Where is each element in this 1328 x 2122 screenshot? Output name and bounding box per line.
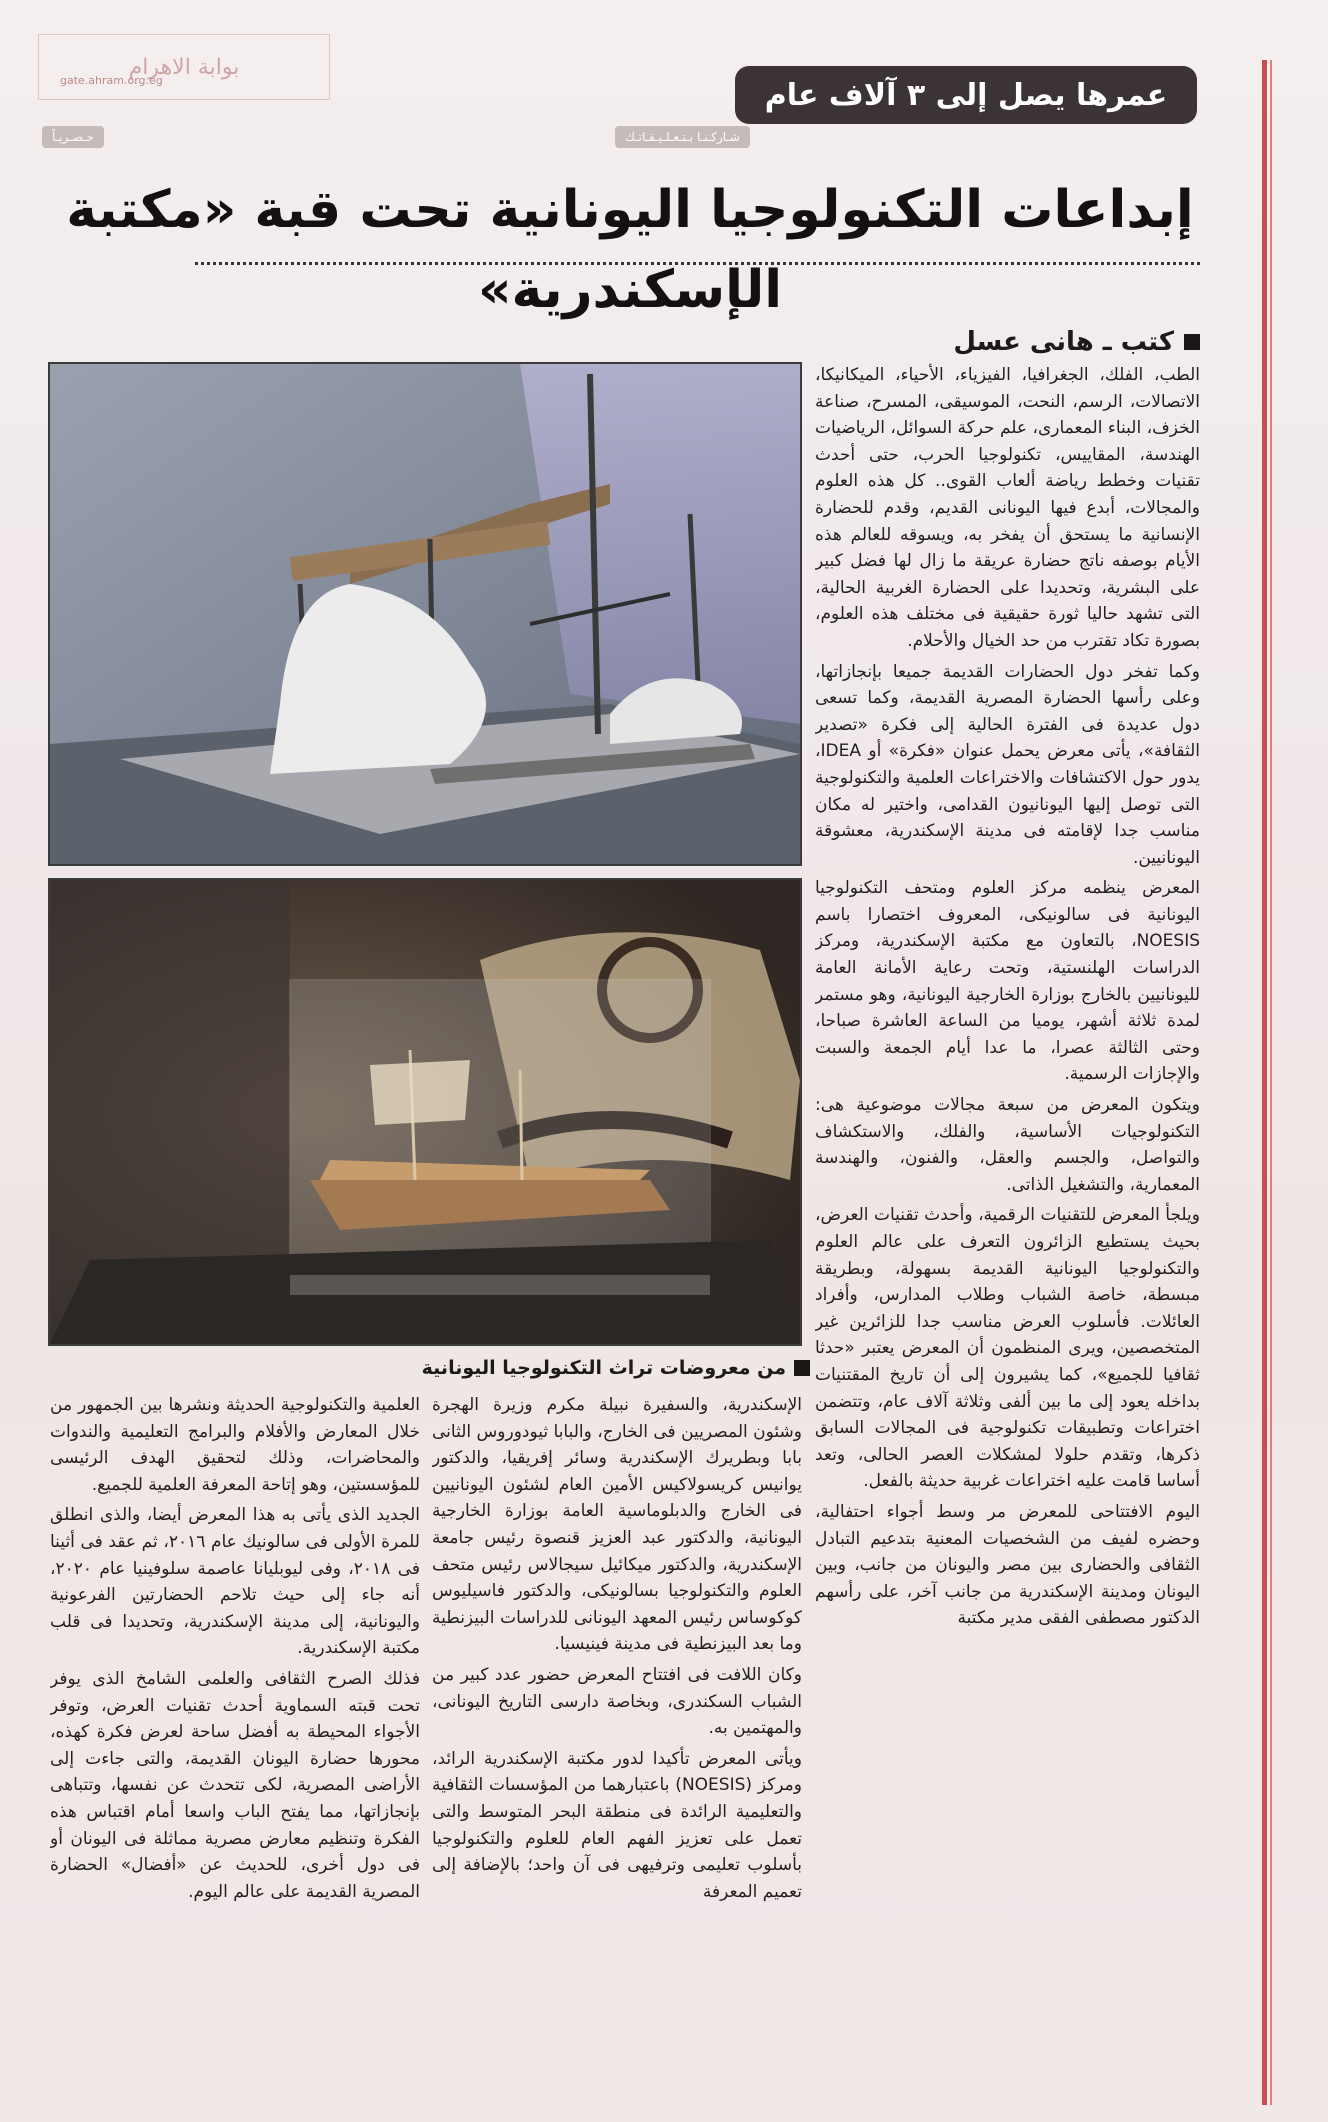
- article-column-right: [815, 362, 1200, 2102]
- page-edge-red-rule-thin: [1270, 60, 1272, 2105]
- paragraph: الجديد الذى يأتى به هذا المعرض أيضا، والذى انطلق للمرة الأولى فى سالونيك عام ٢٠١٦، ثم عقد فى أثينا فى ٢٠١٨، وفى ليوبليانا عاصمة سلوفينيا عام ٢٠٢٠، أنه جاء إلى حيث تلاحم الحضارتين الفرعونية واليونانية، إلى مدينة الإسكندرية، وتحديدا فى قلب مكتبة الإسكندرية.: [50, 1505, 420, 1659]
- paragraph: اليوم الافتتاحى للمعرض مر وسط أجواء احتفالية، وحضره لفيف من الشخصيات المعنية بتدعيم التبادل الثقافى والحضارى بين مصر واليونان من جانب، وبين اليونان ومدينة الإسكندرية من جانب آخر، على رأسهم الدكتور مصطفى الفقى مدير مكتبة: [815, 1501, 1200, 1629]
- exhibit-photo-bottom-image: [50, 880, 800, 1344]
- masthead-logo-text: بوابة الاهرام: [128, 54, 240, 80]
- paragraph: ويتكون المعرض من سبعة مجالات موضوعية هى: التكنولوجيات الأساسية، والفلك، والاستكشاف والتواصل، والجسم والعقل، والفنون، والهندسة المعمارية، والتشغيل الذاتى.: [815, 1095, 1200, 1195]
- masthead-logo: [38, 34, 330, 100]
- exhibit-photo-top-image: [50, 364, 800, 864]
- article-column-left: [50, 1392, 420, 2102]
- byline-text: كتب ـ هانى عسل: [953, 327, 1174, 357]
- byline-square-icon: [1184, 334, 1200, 350]
- paragraph: ويأتى المعرض تأكيدا لدور مكتبة الإسكندرية الرائد، ومركز (NOESIS) باعتبارهما من المؤسسات الثقافية والتعليمية الرائدة فى منطقة البحر المتوسط والتى تعمل على تعزيز الفهم العام للعلوم والتكنولوجيا بأسلوب تعليمى وترفيهى فى آن واحد؛ بالإضافة إلى تعميم المعرفة: [432, 1748, 802, 1902]
- section-tag-middle: شـاركـنـا بـتـعـلـيـقـاتـك: [615, 126, 750, 148]
- headline-divider: [195, 262, 1200, 265]
- masthead-url: gate.ahram.org.eg: [60, 74, 163, 87]
- paragraph: فذلك الصرح الثقافى والعلمى الشامخ الذى يوفر تحت قبته السماوية أحدث تقنيات العرض، وتوفر الأجواء المحيطة به أفضل ساحة لعرض فكرة كهذه، محورها حضارة اليونان القديمة، والتى جاءت إلى الأراضى المصرية، لكى تتحدث عن نفسها، وتتباهى بإنجازاتها، مما يفتح الباب واسعا أمام اقتباس هذه الفكرة وتنظيم معارض مصرية مماثلة فى اليونان أو فى دول أخرى، للحديث عن «أفضال» الحضارة المصرية القديمة على عالم اليوم.: [50, 1668, 420, 1902]
- kicker-text: عمرها يصل إلى ٣ آلاف عام: [764, 77, 1168, 113]
- paragraph: وكان اللافت فى افتتاح المعرض حضور عدد كبير من الشباب السكندرى، وبخاصة دارسى التاريخ اليونانى، والمهتمين به.: [432, 1664, 802, 1739]
- paragraph: الطب، الفلك، الجغرافيا، الفيزياء، الأحياء، الميكانيكا، الاتصالات، الرسم، النحت، الموسيقى، المسرح، صناعة الخزف، البناء المعمارى، علم حركة السوائل، الرياضيات الهندسة، المقاييس، تكنولوجيا الحرب، حتى أحدث تقنيات وخطط رياضة ألعاب القوى.. كل هذه العلوم والمجالات، أبدع فيها اليونانى القديم، وقدم للحضارة الإنسانية ما يستحق أن يفخر به، ويسوقه للعالم هذه الأيام بوصفه ناتج حضارة عريقة ما زال لها فضل كبير على البشرية، وتحديدا على الحضارة الغربية الحالية، التى تشهد حاليا ثورة حقيقية فى مختلف هذه العلوم، بصورة تكاد تقترب من حد الخيال والأحلام.: [815, 365, 1200, 651]
- section-tag-left: حـصـريـاً: [42, 126, 104, 148]
- paragraph: المعرض ينظمه مركز العلوم ومتحف التكنولوجيا اليونانية فى سالونيكى، المعروف اختصارا باسم NOESIS، بالتعاون مع مكتبة الإسكندرية، ومركز الدراسات الهلنستية، وتحت رعاية الأمانة العامة لليونانيين بالخارج بوزارة الخارجية اليونانية، وهو مستمر لمدة ثلاثة أشهر، يوميا من الساعة العاشرة صباحا، وحتى الثالثة عصرا، ما عدا أيام الجمعة والسبت والإجازات الرسمية.: [815, 878, 1200, 1085]
- byline: [870, 322, 1200, 362]
- page-edge-red-rule: [1262, 60, 1267, 2105]
- kicker-banner: [735, 66, 1197, 124]
- photo-caption: [360, 1352, 810, 1384]
- headline: إبداعات التكنولوجيا اليونانية تحت قبة «مكتبة الإسكندرية»: [66, 180, 1194, 320]
- paragraph: العلمية والتكنولوجية الحديثة ونشرها بين الجمهور من خلال المعارض والأفلام والبرامج التعليمية والندوات والمحاضرات، وذلك لتحقيق الهدف الرئيسى للمؤسستين، وهو إتاحة المعرفة العلمية للجميع.: [50, 1395, 420, 1495]
- paragraph: وكما تفخر دول الحضارات القديمة جميعا بإنجازاتها، وعلى رأسها الحضارة المصرية القديمة، وكما تسعى دول عديدة فى الفترة الحالية إلى فكرة «تصدير الثقافة»، يأتى معرض يحمل عنوان «فكرة» أو IDEA، يدور حول الاكتشافات والاختراعات العلمية والتكنولوجية التى توصل إليها اليونانيون القدامى، واختير له مكان مناسب جدا لإقامته فى مدينة الإسكندرية، معشوقة اليونانيين.: [815, 661, 1200, 868]
- paragraph: ويلجأ المعرض للتقنيات الرقمية، وأحدث تقنيات العرض، بحيث يستطيع الزائرون التعرف على عالم العلوم والتكنولوجيا اليونانية القديمة بسهولة، وبطريقة مبسطة، خاصة الشباب وطلاب المدارس، وأفراد العائلات. فأسلوب العرض مناسب جدا للزائرين غير المتخصصين، ويرى المنظمون أن المعرض يعتبر «حدثا ثقافيا للجميع»، كما يشيرون إلى أن تاريخ المقتنيات بداخله يعود إلى ما بين ألفى وثلاثة آلاف عام، وتتضمن اختراعات وتطبيقات تكنولوجية فى المجالات السابق ذكرها، وتقدم حلولا لمشكلات العصر الحالى، وتعد أساسا قامت عليه اختراعات غربية حديثة بالفعل.: [815, 1205, 1200, 1492]
- caption-square-icon: [794, 1360, 810, 1376]
- exhibit-photo-top: [48, 362, 802, 866]
- exhibit-photo-bottom: [48, 878, 802, 1346]
- paragraph: الإسكندرية، والسفيرة نبيلة مكرم وزيرة الهجرة وشئون المصريين فى الخارج، والبابا ثيودوروس الثانى بابا وبطريرك الإسكندرية وسائر إفريقيا، والدكتور يوانيس كريسولاكيس الأمين العام لشئون اليونانيين فى الخارج والدبلوماسية العامة بوزارة الخارجية اليونانية، والدكتور عبد العزيز قنصوة رئيس جامعة الإسكندرية، والدكتور ميكائيل سيجالاس رئيس متحف العلوم والتكنولوجيا بسالونيكى، والدكتور فاسيليوس كوكوساس رئيس المعهد اليونانى للدراسات البيزنطية وما بعد البيزنطية فى مدينة فينيسيا.: [432, 1395, 802, 1655]
- photo-caption-text: من معروضات تراث التكنولوجيا اليونانية: [421, 1357, 786, 1379]
- article-column-middle: [432, 1392, 802, 2102]
